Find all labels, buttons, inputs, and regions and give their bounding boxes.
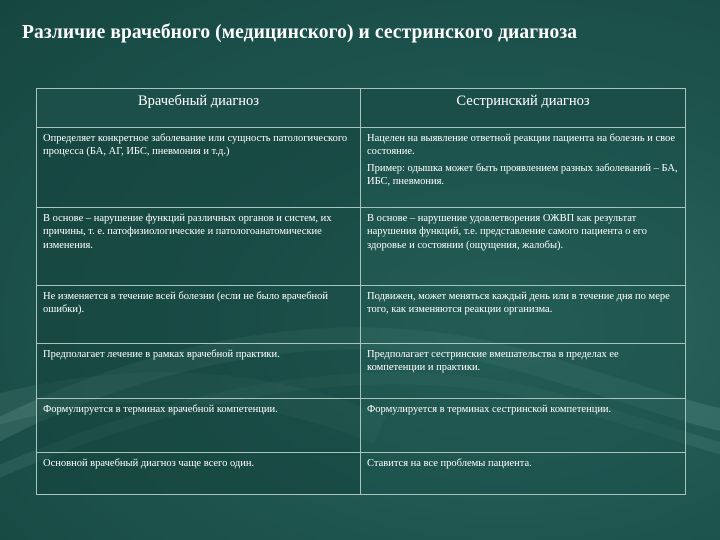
cell-nursing: Подвижен, может меняться каждый день или в течение дня по мере того, как изменяются реакции организма. <box>361 286 686 344</box>
comparison-table <box>36 88 686 495</box>
cell-nursing: Формулируется в терминах сестринской компетенции. <box>361 399 686 453</box>
header-nursing-diagnosis: Сестринский диагноз <box>361 89 686 128</box>
cell-nursing: Ставится на все проблемы пациента. <box>361 453 686 495</box>
cell-nursing <box>361 128 686 208</box>
table-row <box>37 128 686 208</box>
cell-medical: В основе – нарушение функций различных органов и систем, их причины, т. е. патофизиологические и патологоанатомические изменения. <box>37 208 361 286</box>
table-header-row <box>37 89 686 128</box>
table-row <box>37 286 686 344</box>
cell-nursing-example: Пример: одышка может быть проявлением разных заболеваний – БА, ИБС, пневмония. <box>367 162 678 187</box>
cell-medical: Определяет конкретное заболевание или сущность патологического процесса (БА, АГ, ИБС, пневмония и т.д.) <box>37 128 361 208</box>
table-row <box>37 399 686 453</box>
cell-nursing: Предполагает сестринские вмешательства в пределах ее компетенции и практики. <box>361 344 686 399</box>
table-row <box>37 344 686 399</box>
table-row <box>37 453 686 495</box>
cell-nursing-text: Нацелен на выявление ответной реакции пациента на болезнь и свое состояние. <box>367 133 676 158</box>
cell-medical: Не изменяется в течение всей болезни (если не было врачебной ошибки). <box>37 286 361 344</box>
cell-medical: Предполагает лечение в рамках врачебной практики. <box>37 344 361 399</box>
header-medical-diagnosis: Врачебный диагноз <box>37 89 361 128</box>
cell-nursing: В основе – нарушение удовлетворения ОЖВП как результат нарушения функций, т.е. представление самого пациента о его здоровье и состоянии (ощущения, жалобы). <box>361 208 686 286</box>
slide-title: Различие врачебного (медицинского) и сестринского диагноза <box>22 22 578 43</box>
cell-medical: Основной врачебный диагноз чаще всего один. <box>37 453 361 495</box>
cell-medical: Формулируется в терминах врачебной компетенции. <box>37 399 361 453</box>
table-row <box>37 208 686 286</box>
